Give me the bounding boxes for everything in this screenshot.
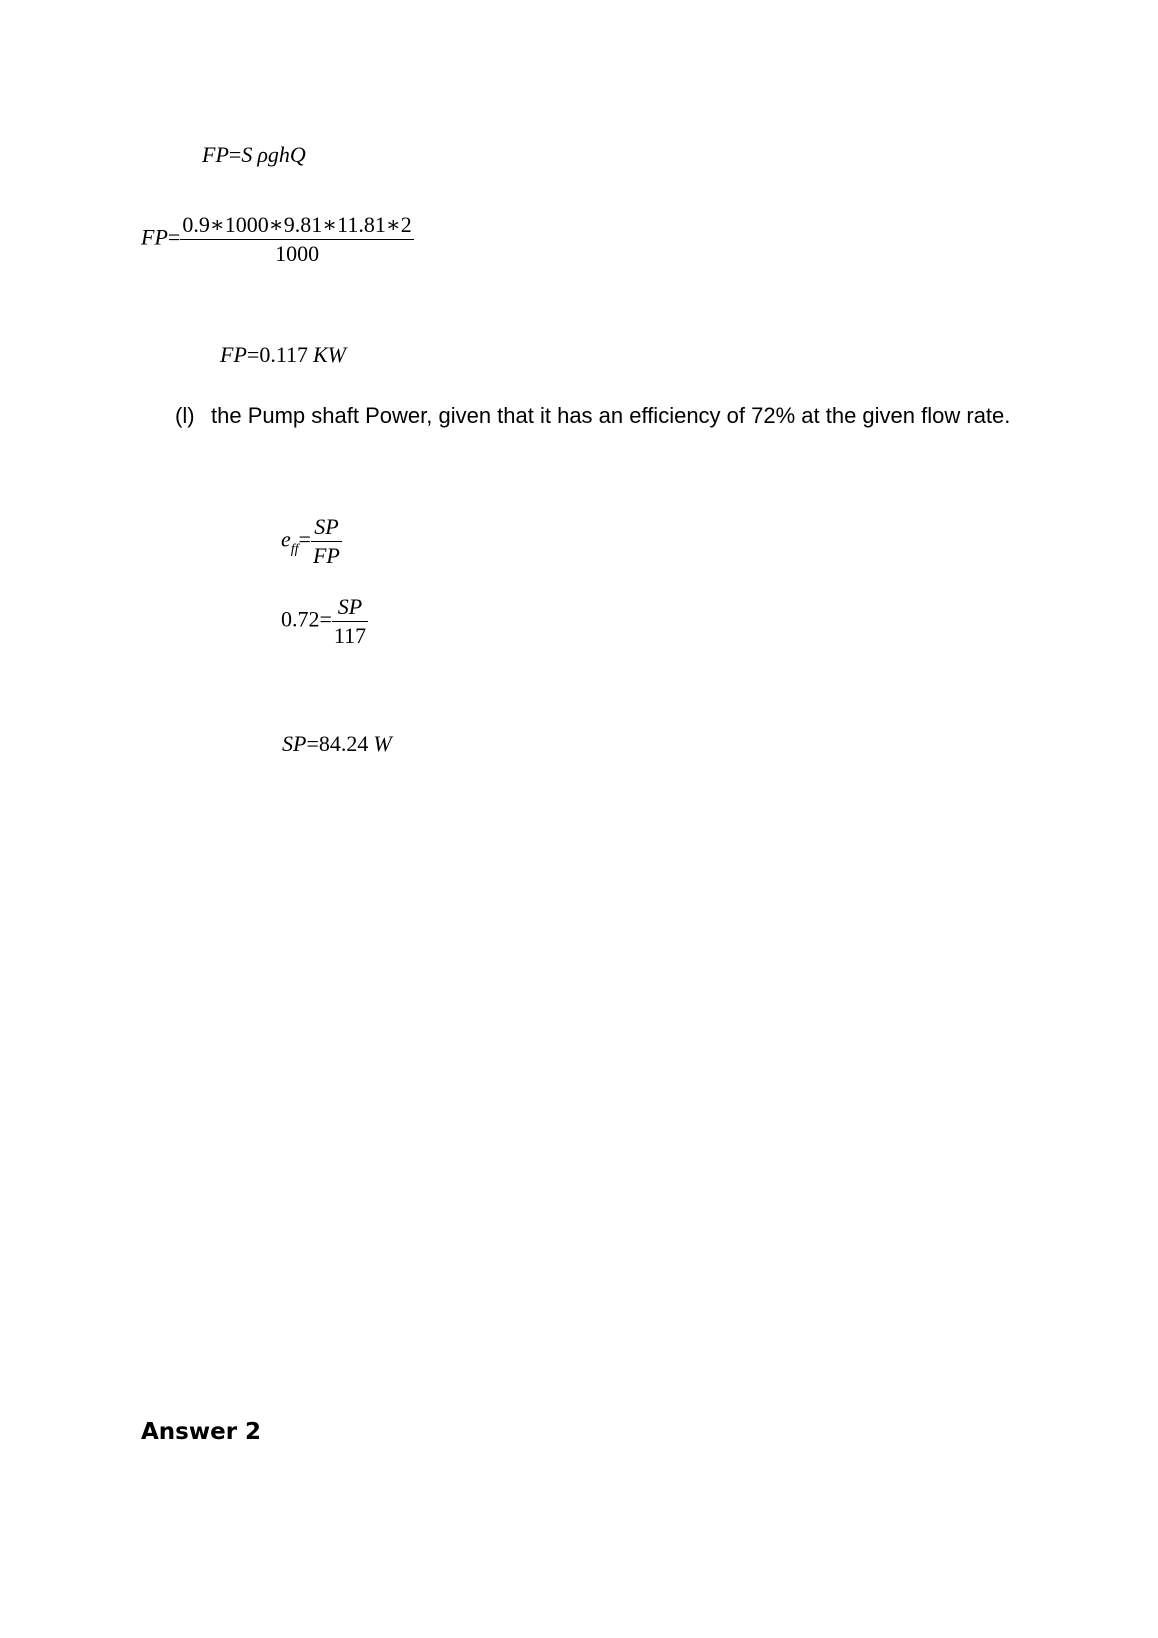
list-item-text: the Pump shaft Power, given that it has an efficiency of 72% at the given flow rate. (211, 403, 1011, 428)
rho-g-h-q-symbols: ρghQ (257, 142, 306, 167)
efficiency-value: 0.72 (281, 606, 320, 632)
equals-sign: = (246, 342, 260, 367)
equals-sign: = (167, 224, 181, 250)
equation-fluid-power-result (220, 344, 346, 366)
fraction-denominator: 1000 (275, 241, 320, 266)
fp-value: 0.117 (259, 342, 308, 367)
specific-gravity-symbol: S (241, 142, 253, 167)
fraction-denominator: FP (312, 543, 340, 568)
fraction-numerator: SP (311, 516, 342, 542)
sp-symbol: SP (282, 731, 307, 756)
equation-fluid-power-calculation (141, 214, 414, 265)
fraction-numerator: 0.9∗1000∗9.81∗11.81∗2 (180, 214, 414, 240)
fp-symbol: FP (141, 224, 168, 250)
list-item-marker: (l) (175, 403, 195, 428)
sp-unit: W (373, 731, 392, 756)
fp-symbol: FP (220, 342, 247, 367)
equation-efficiency-calculation (281, 596, 368, 647)
fp-unit: KW (313, 342, 346, 367)
section-heading: Answer 2 (141, 1419, 262, 1445)
efficiency-subscript: ff (290, 541, 299, 557)
equation-shaft-power-result (282, 733, 392, 755)
equals-sign: = (319, 606, 332, 632)
fraction (332, 596, 368, 647)
fraction-denominator: 117 (333, 623, 367, 648)
fp-symbol: FP (202, 142, 229, 167)
fraction (180, 214, 414, 265)
equals-sign: = (306, 731, 319, 756)
equation-fluid-power-formula (202, 144, 306, 166)
equation-efficiency-formula (281, 516, 342, 567)
fraction (311, 516, 342, 567)
efficiency-symbol: e (281, 526, 291, 552)
fraction-numerator: SP (332, 596, 368, 622)
sp-value: 84.24 (318, 731, 369, 756)
equals-sign: = (298, 526, 311, 552)
equals-sign: = (228, 142, 242, 167)
